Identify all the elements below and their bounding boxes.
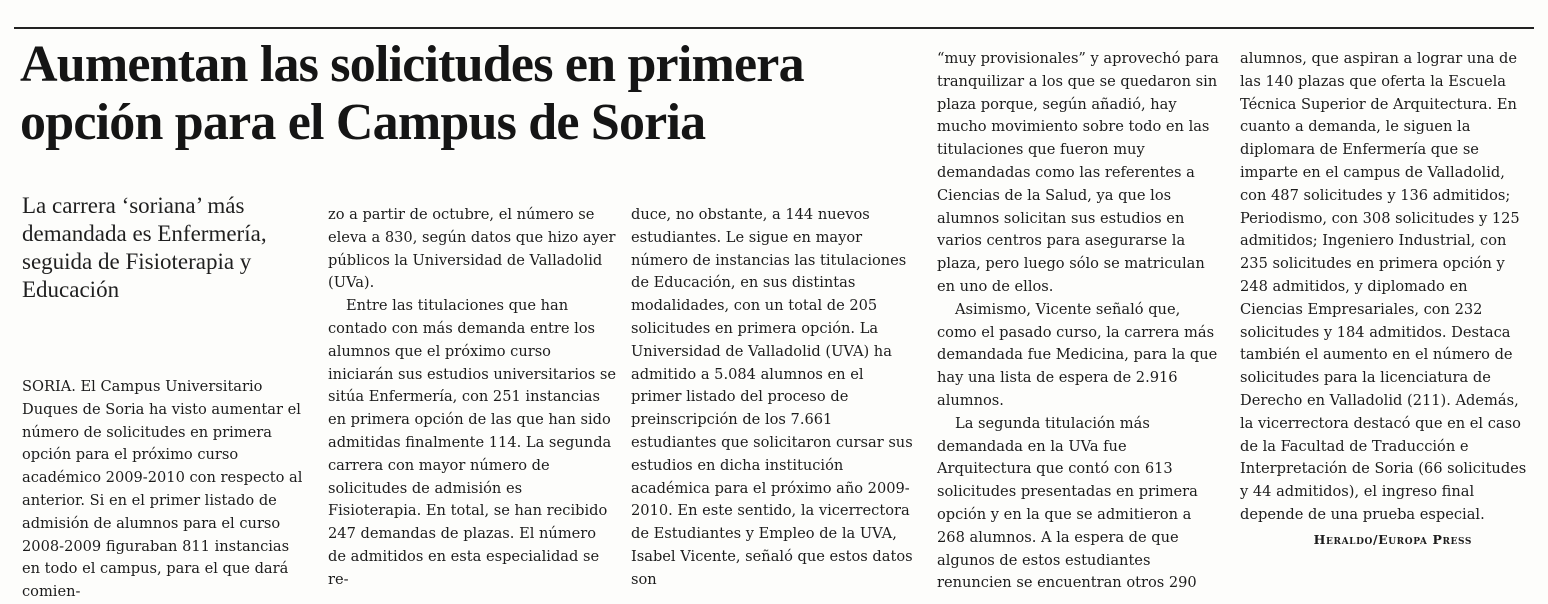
paragraph: zo a partir de octubre, el número se eleva a 830, según datos que hizo ayer públicos la Universidad de Valladolid (UVa). (328, 206, 616, 292)
column-4 (937, 48, 1223, 595)
headline: Aumentan las solicitudes en primera opción para el Campus de Soria (20, 36, 804, 151)
paragraph: alumnos, que aspiran a lograr una de las 140 plazas que oferta la Escuela Técnica Superior de Arquitectura. En cuanto a demanda, le siguen la diplomara de Enfermería que se imparte en el campus de Valladolid, con 487 solicitudes y 136 admitidos; Periodismo, con 308 solicitudes y 125 admitidos; Ingeniero Industrial, con 235 solicitudes en primera opción y 248 admitidos, y diplomado en Ciencias Empresariales, con 232 solicitudes y 184 admitidos. Destaca también el aumento en el número de solicitudes para la licenciatura de Derecho en Valladolid (211). Además, la vicerrectora destacó que en el caso de la Facultad de Traducción e Interpretación de Soria (66 solicitudes y 44 admitidos), el ingreso final depende de una prueba especial. (1240, 50, 1527, 523)
paragraph: duce, no obstante, a 144 nuevos estudiantes. Le sigue en mayor número de instancias las titulaciones de Educación, en sus distintas modalidades, con un total de 205 solicitudes en primera opción. La Universidad de Valladolid (UVA) ha admitido a 5.084 alumnos en el primer listado del proceso de preinscripción de los 7.661 estudiantes que solicitaron cursar sus estudios en dicha institución académica para el próximo año 2009-2010. En este sentido, la vicerrectora de Estudiantes y Empleo de la UVA, Isabel Vicente, señaló que estos datos son (631, 206, 913, 588)
subtitle: La carrera ‘soriana’ más demandada es Enfermería, seguida de Fisioterapia y Educación (22, 193, 267, 302)
paragraph: Asimismo, Vicente señaló que, como el pasado curso, la carrera más demandada fue Medicina, para la que hay una lista de espera de 2.916 alumnos. (937, 300, 1218, 409)
byline-credit: Heraldo/Europa Press (1313, 531, 1472, 547)
column-1 (22, 376, 308, 604)
paragraph: La segunda titulación más demandada en la UVa fue Arquitectura que contó con 613 solicitudes presentadas en primera opción y en la que se admitieron a 268 alumnos. A la espera de que algunos de estos estudiantes renuncien se encuentran otros 290 (937, 414, 1198, 592)
top-rule (14, 27, 1534, 29)
paragraph: SORIA. El Campus Universitario Duques de Soria ha visto aumentar el número de solicitudes en primera opción para el próximo curso académico 2009-2010 con respecto al anterior. Si en el primer listado de admisión de alumnos para el curso 2008-2009 figuraban 811 instancias en todo el campus, para el que dará comien- (22, 378, 303, 601)
column-2 (328, 204, 618, 592)
column-5 (1240, 48, 1528, 552)
paragraph: Entre las titulaciones que han contado con más demanda entre los alumnos que el próximo curso iniciarán sus estudios universitarios se sitúa Enfermería, con 251 instancias en primera opción de las que han sido admitidas finalmente 114. La segunda carrera con mayor número de solicitudes de admisión es Fisioterapia. En total, se han recibido 247 demandas de plazas. El número de admitidos en esta especialidad se re- (328, 297, 617, 588)
paragraph: “muy provisionales” y aprovechó para tranquilizar a los que se quedaron sin plaza porque, según añadió, hay mucho movimiento sobre todo en las titulaciones que fueron muy demandadas como las referentes a Ciencias de la Salud, ya que los alumnos solicitan sus estudios en varios centros para asegurarse la plaza, pero luego sólo se matriculan en uno de ellos. (937, 50, 1219, 295)
column-3 (631, 204, 916, 592)
